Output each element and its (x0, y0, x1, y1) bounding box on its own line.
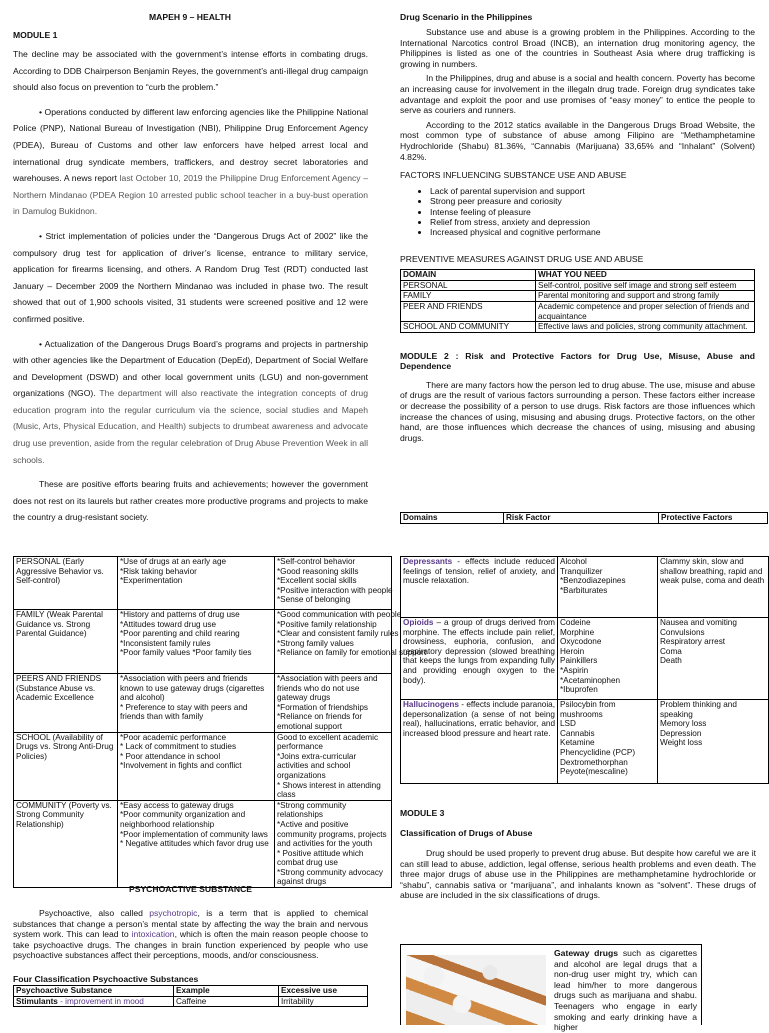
table-cell: Irritability (279, 996, 368, 1007)
table-header: Excessive use (279, 985, 368, 996)
gateway-drugs-text (554, 948, 697, 1033)
psychoactive-text: , is a term that is applied to chemical substances that change a person’s mental state by affecting the way the brain and nervous system work. This can lead to (13, 908, 369, 940)
drug-scenario-paragraph-2: In the Philippines, drug and abuse is a social and health concern. Poverty has become an increasing cause for involvement in the illegaln drug trade. Foreign drug syndicates take advantage and exploit the poor and use promises of “easy money” to entice the people to serve as couriers and runners. (400, 73, 755, 116)
table-cell: Parental monitoring and support and strong family (536, 291, 755, 302)
drug-class-desc: - effects include reduced feelings of tension, relief of anxiety, and muscle relaxation. (403, 557, 555, 586)
module1-section (13, 30, 368, 526)
table-row (14, 610, 392, 674)
drug-class-name: Opioids (403, 618, 434, 627)
table-header: Protective Factors (659, 513, 768, 524)
stimulants-desc: - improvement in mood (57, 996, 144, 1006)
table-cell: *Use of drugs at an early age *Risk taking behavior *Experimentation (118, 557, 275, 610)
module3-title: MODULE 3 (400, 808, 445, 818)
table-cell: *Self-control behavior *Good reasoning skills *Excellent social skills *Positive interaction with people *Sense of belonging (275, 557, 392, 610)
factors-title: FACTORS INFLUENCING SUBSTANCE USE AND ABUSE (400, 170, 627, 181)
module1-paragraph-1: The decline may be associated with the government’s intense efforts in combating drugs. According to DDB Chairperson Benjamin Reyes, the government’s anti-illegal drug campaign should also focus on prevention to “curb the problem.” (13, 49, 368, 93)
table-cell: SCHOOL (Availability of Drugs vs. Strong Anti-Drug Policies) (14, 732, 118, 800)
table-row (401, 557, 769, 618)
module1-paragraph-4 (13, 336, 368, 469)
table-cell: *Good communication with people *Positive family relationship *Clear and consistent family rules *Strong family values *Reliance on family for emotional support (275, 610, 392, 674)
table-row (401, 291, 755, 302)
table-cell: *History and patterns of drug use *Attitudes toward drug use *Poor parenting and child rearing *Inconsistent family rules *Poor family values *Poor family ties (118, 610, 275, 674)
factor-item: • Intense feeling of pleasure (430, 207, 755, 217)
module3-section (400, 808, 756, 901)
psychoactive-paragraph (13, 908, 368, 961)
table-cell (401, 618, 558, 700)
table-header: DOMAIN (401, 270, 536, 281)
table-row (14, 800, 392, 887)
psychoactive-section (13, 884, 368, 1007)
module1-p2-text: • Operations conducted by different law enforcing agencies like the Philippine National Police (PNP), National Bureau of Investigation (NBI), Philippine Drug Enforcement Agency (PDEA), Bureau of Customs and other law enforcers have helped arrest local and international drug syndicate members, traffickers, and destroy secret laboratories and warehouses. A news report (13, 106, 368, 184)
table-cell: Clammy skin, slow and shallow breathing, rapid and weak pulse, coma and death (658, 557, 769, 618)
table-cell: Effective laws and policies, strong community attachment. (536, 322, 755, 333)
table-header: Risk Factor (504, 513, 659, 524)
table-cell: PERSONAL (401, 280, 536, 291)
cigarette-butts-image (406, 955, 546, 1025)
stimulants-label: Stimulants (16, 996, 58, 1006)
module3-subtitle: Classification of Drugs of Abuse (400, 828, 533, 838)
module1-paragraph-3: • Strict implementation of policies under the “Dangerous Drugs Act of 2002” like the compulsory drug test for application of driver’s license, entrance to military service, application for firearms licensing, and others. A Random Drug Test (RDT) conducted last January – December 2009 the Northern Mindanao was included in phase two. The result showed that out of 1,900 schools visited, 31 students were screened positive and 12 were confirmed positive. (13, 230, 368, 324)
table-cell: Caffeine (174, 996, 279, 1007)
drug-scenario-section (400, 12, 755, 443)
factor-item: • Relief from stress, anxiety and depression (430, 217, 755, 227)
table-cell: FAMILY (401, 291, 536, 302)
table-cell: Self-control, positive self image and strong self esteem (536, 280, 755, 291)
risk-table-header (400, 512, 768, 524)
table-row (401, 301, 755, 321)
table-header-row (401, 513, 768, 524)
psychotropic-link[interactable]: psychotropic (149, 908, 198, 918)
table-cell: PEER AND FRIENDS (401, 301, 536, 321)
gateway-drugs-label: Gateway drugs (554, 948, 619, 958)
table-row (14, 557, 392, 610)
table-cell: *Strong community relationships *Active and positive community programs, projects and activities for the youth * Positive attitude which combat drug use *Strong community advocacy against drugs (275, 800, 392, 887)
table-header-row (14, 985, 368, 996)
drug-classification-table (400, 556, 769, 784)
table-header-row (401, 270, 755, 281)
psychoactive-text: , which is often the main reason people choose to take psychoactive drugs. The changes in brain function experienced by people who use psychoactive substances affect their perceptions, moods, and/or consciousness. (13, 929, 368, 961)
table-cell: Problem thinking and speaking Memory loss Depression Weight loss (658, 700, 769, 784)
drug-scenario-title: Drug Scenario in the Philippines (400, 12, 533, 22)
table-cell: Good to excellent academic performance *Joins extra-curricular activities and school organizations * Shows interest in attending class (275, 732, 392, 800)
table-cell: *Easy access to gateway drugs *Poor community organization and neighborhood relationship *Poor implementation of community laws * Negative attitudes which favor drug use (118, 800, 275, 887)
drug-class-desc: – a group of drugs derived from morphine. The effects include pain relief, drowsiness, euphoria, confusion, and respiratory depression (slowed breathing that keeps the lungs from expanding fully and providing enough oxygen to the body). (403, 618, 555, 685)
table-cell (401, 700, 558, 784)
table-cell: SCHOOL AND COMMUNITY (401, 322, 536, 333)
module1-paragraph-2 (13, 104, 368, 220)
table-cell: Academic competence and proper selection of friends and acquaintance (536, 301, 755, 321)
table-cell (14, 996, 174, 1007)
drug-class-name: Hallucinogens (403, 700, 459, 709)
table-cell: *Association with peers and friends who do not use gateway drugs *Formation of friendships *Reliance on friends for emotional support (275, 674, 392, 733)
module1-paragraph-5: These are positive efforts bearing fruits and achievements; however the government does not rest on its laurels but rather creates more productive programs and projects to make the country a drug-resistant society. (13, 479, 368, 523)
page-title: MAPEH 9 – HEALTH (149, 12, 231, 22)
drug-class-name: Depressants (403, 557, 453, 566)
drug-scenario-paragraph-3: According to the 2012 statics available in the Dangerous Drugs Broad Website, the most common type of substance of abuse among Filipino are “Methamphetamine Hydrochloride (Shabu) 81.36%, “Cannabis (Marijuana) 33,65% and “Inhalant” (Solvent) 4.82%. (400, 119, 755, 162)
table-header: WHAT YOU NEED (536, 270, 755, 281)
module3-paragraph: Drug should be used properly to prevent drug abuse. But despite how careful we are it can still lead to abuse, addiction, legal offense, serious health problems and even death. The three major drugs of abuse use in the Philippines are methamphetamine hydrochloride or “shabu”, cannabis sativa or “marijuana”, and inhalants known as “solvent”. These drugs of abuse are included in the six classifications of drugs. (400, 848, 756, 901)
table-row (14, 674, 392, 733)
table-row (401, 280, 755, 291)
table-cell (401, 557, 558, 618)
table-header: Example (174, 985, 279, 996)
prevention-title: PREVENTIVE MEASURES AGAINST DRUG USE AND ABUSE (400, 254, 644, 265)
table-cell: PERSONAL (Early Aggressive Behavior vs. Self-control) (14, 557, 118, 610)
gateway-drugs-desc: such as cigarettes and alcohol are legal drugs that a non-drug user might try, which can lead him/her to more dangerous drugs such as marijuana and shabu. Teenagers who engage in early smoking and early drinking have a higher (554, 948, 697, 1033)
psychoactive-title: PSYCHOACTIVE SUBSTANCE (128, 884, 253, 894)
module1-p4-text: • Actualization of the Dangerous Drugs Board’s programs and projects in partnership with other agencies like the Department of Education (DepEd), Department of Social Welfare and Development (DSWD) and other local government units (LGU) and non-government organizations (NGO). (13, 338, 368, 399)
drug-scenario-paragraph-1: Substance use and abuse is a growing problem in the Philippines. According to the International Narcotics control Broad (INCB), an internation drug monitoring agency, the Philippines is listed as one of the countries in Southeast Asia where drug trafficking is growing in numbers. (400, 27, 755, 69)
table-cell: *Association with peers and friends known to use gateway drugs (cigarettes and alcohol) * Preference to stay with peers and friends than with family (118, 674, 275, 733)
table-cell: Psilocybin from mushrooms LSD Cannabis Ketamine Phencyclidine (PCP) Dextromethorphan Peyote(mescaline) (558, 700, 658, 784)
psychoactive-text: Psychoactive, also called (39, 908, 150, 918)
table-row (401, 618, 769, 700)
factors-list (400, 186, 755, 237)
table-header: Psychoactive Substance (14, 985, 174, 996)
news-report-text: last October 10, 2019 the Philippine Drug Enforcement Agency – Northern Mindanao (PDEA Region 10 arrested public school teacher in a buy-bust operation in Damulog Bukidnon. (13, 173, 368, 217)
table-cell: Nausea and vomiting Convulsions Respiratory arrest Coma Death (658, 618, 769, 700)
table-cell: *Poor academic performance * Lack of commitment to studies * Poor attendance in school *Involvement in fights and conflict (118, 732, 275, 800)
table-cell: PEERS AND FRIENDS (Substance Abuse vs. Academic Excellence (14, 674, 118, 733)
table-cell: COMMUNITY (Poverty vs. Strong Community Relationship) (14, 800, 118, 887)
drug-class-desc: - effects include paranoia, depersonalization (a sense of not being real), hallucinations, erratic behavior, and increased blood pressure and heart rate. (403, 700, 555, 738)
table-row (401, 700, 769, 784)
gateway-drugs-box (400, 944, 702, 1033)
department-text: The department will also reactivate the integration concepts of drug education program into the regular curriculum via the science, social studies and Mapeh (Music, Arts, Physical Education, and Health) subjects to drumbeat awareness and advocate drug use prevention, aside from the regular celebration of Drug Abuse Prevention Week in all schools. (13, 388, 368, 465)
table-cell: FAMILY (Weak Parental Guidance vs. Strong Parental Guidance) (14, 610, 118, 674)
four-classification-title: Four Classification Psychoactive Substances (13, 973, 199, 984)
table-header: Domains (401, 513, 504, 524)
module2-title: MODULE 2 : Risk and Protective Factors for Drug Use, Misuse, Abuse and Dependence (400, 350, 755, 372)
table-cell: Alcohol Tranquilizer *Benzodiazepines *Barbiturates (558, 557, 658, 618)
intoxication-link[interactable]: intoxication (131, 929, 175, 940)
table-cell: Codeine Morphine Oxycodone Heroin Painkillers *Aspirin *Acetaminophen *Ibuprofen (558, 618, 658, 700)
module2-paragraph: There are many factors how the person led to drug abuse. The use, misuse and abuse of drugs are the result of various factors surrounding a person. These factors either increase or decrease the possibility of a person to use drugs. Risk factors are those influences which increase the chances of using, misusing and abusing drugs. Protective factors, on the other hand, are those influences which decrease the chances of using, misusing and abusing drugs. (400, 379, 755, 443)
psychoactive-table (13, 985, 368, 1007)
table-row (401, 322, 755, 333)
module1-title: MODULE 1 (13, 30, 58, 40)
table-row (14, 996, 368, 1007)
factor-item: • Increased physical and cognitive performane (430, 227, 755, 237)
table-row (14, 732, 392, 800)
factor-item: • Strong peer preasure and coriosity (430, 196, 755, 206)
factor-item: • Lack of parental supervision and support (430, 186, 755, 196)
prevention-table (400, 269, 755, 333)
